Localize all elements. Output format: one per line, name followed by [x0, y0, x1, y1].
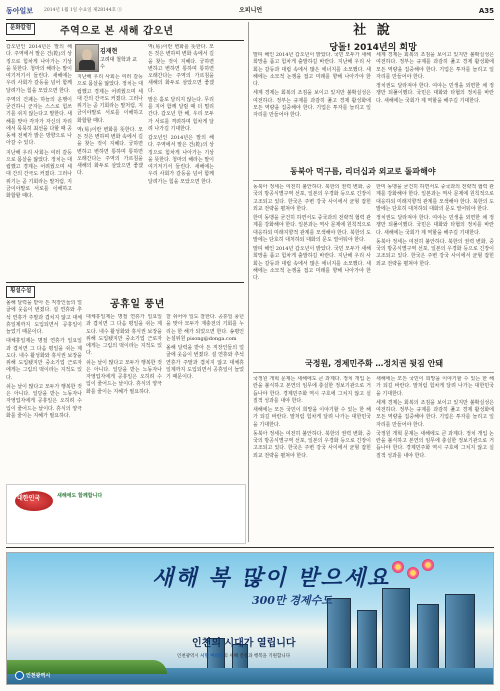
- ad-subline-post: 의 새해 건강과 행복을 기원합니다: [223, 654, 291, 659]
- flower-icon: [407, 567, 419, 579]
- column-tag: 문화칼럼: [6, 23, 35, 35]
- issue-date: 2014년 1월 1일 수요일 제28144호 ⓐ: [44, 8, 122, 13]
- editorial-subhead-1: 동북아 먹구름, 리더십과 외교로 돌파해야: [290, 167, 436, 176]
- paragraph: 정치권도 달라져야 한다. 여야는 민생을 외면한 채 정쟁만 되풀이했다. 국민은 대화와 타협의 정치를 바란다. 새해에는 국회가 제 역할을 해주길 기대한다.: [376, 215, 494, 236]
- editorial-header: [252, 22, 494, 55]
- editorial-text-col3: [253, 184, 371, 354]
- small-advertisement[interactable]: [6, 484, 246, 544]
- editorial-text-col1: [253, 52, 371, 162]
- author-name: 김재현: [100, 48, 118, 55]
- paragraph: 역(易)이란 변화를 뜻한다. 모든 것은 변하며 변화 속에서 길을 찾는 것이 지혜다. 궁하면 변하고 변하면 통하며 통하면 오래간다는 주역의 가르침을 새해의 화두로 삼았으면 좋겠다.: [77, 126, 143, 177]
- editorial-text-col2: [376, 52, 494, 162]
- paragraph: 말띠 해인 2014년 갑오년이 밝았다. 국민 모두가 새해 희망을 품고 힘차게 출발하길 바란다. 지난해 우리 사회는 갈등과 대립 속에서 많은 에너지를 소모했다. 새해에는 소모적 논쟁을 접고 미래를 향해 나아가야 한다.: [253, 52, 371, 87]
- paragraph: 국정원 개혁 문제는 새해에도 큰 과제다. 정치 개입 논란을 불식하고 본연의 임무에 충실한 정보기관으로 거듭나야 한다. 경제민주화 역시 구호에 그치지 않고 실질적 성과를 내야 한다.: [253, 376, 371, 404]
- paragraph: 세계 경제는 회복의 조짐을 보이고 있지만 불확실성은 여전하다. 정부는 규제를 과감히 풀고 경제 활성화에 모든 역량을 집중해야 한다. 기업은 투자를 늘리고 일자리를 만들어야 한다.: [376, 399, 494, 428]
- ad-brand-name: 인천광역시: [26, 672, 51, 679]
- paragraph: 한미 동맹을 굳건히 하면서도 중국과의 전략적 협력 관계를 강화해야 한다. 일본과는 역사 문제에 원칙적으로 대응하되 미래지향적 관계를 모색해야 한다. 북한의 도발에는 단호히 대처하되 대화의 문도 열어둬야 한다.: [376, 184, 494, 212]
- ad-tagline: 새해에도 함께합니다: [57, 493, 103, 499]
- paragraph: 세계 경제는 회복의 조짐을 보이고 있지만 불확실성은 여전하다. 정부는 규제를 과감히 풀고 경제 활성화에 모든 역량을 집중해야 한다. 기업은 투자를 늘리고 일자리를 만들어야 한다.: [376, 52, 494, 80]
- editorial-text-col4: [376, 184, 494, 354]
- column2-tag: 횡설수설: [6, 286, 35, 298]
- paragraph: 대체휴일제는 명절 연휴가 일요일과 겹치면 그 다음 평일을 쉬는 제도다. 내수 활성화와 휴식권 보장을 위해 도입됐지만 중소기업 근로자에게는 그림의 떡이라는 지적도 있다.: [86, 314, 162, 357]
- paragraph: 주역의 건괘는 하늘의 운행이 굳건하니 군자는 스스로 힘쓰기를 쉬지 않는다고 말한다. 새해를 맞아 각자가 자신의 자리에서 묵묵히 최선을 다할 때 공동체 전체가 밝은 방향으로 나아갈 수 있다.: [6, 96, 72, 147]
- paragraph: 정치권도 달라져야 한다. 여야는 민생을 외면한 채 정쟁만 되풀이했다. 국민은 대화와 타협의 정치를 바란다. 새해에는 국회가 제 역할을 해주길 기대한다.: [376, 83, 494, 104]
- paragraph: 잘 쉬어야 일도 잘한다. 공휴일 풍년을 맞아 모두가 재충전의 기회를 누리는 한 해가 되었으면 한다. 송평인 논설위원 pisong@donga.com: [166, 314, 244, 342]
- column-divider: [6, 40, 244, 41]
- ad-headline: 인천의 시대가 열립니다: [192, 638, 296, 649]
- column2-text-col2: [86, 314, 162, 478]
- editorial-subhead-2: 국정원, 경제민주화 …정치권 뒷짐 안돼: [305, 359, 444, 368]
- paragraph: 지난해 우리 사회는 여러 갈등으로 몸살을 앓았다. 정치는 대립했고 경제는 어려웠으며 세대 간의 간극도 커졌다. 그러나 위기는 곧 기회라는 말처럼, 지금이야말로 서로를 이해하고 화합할 때다.: [6, 149, 72, 199]
- masthead: [6, 5, 494, 20]
- ad-logo-text: 대한민국: [17, 495, 41, 502]
- author-byline: [100, 48, 140, 71]
- editorial-text-col6: [376, 376, 494, 542]
- ad-subline: [177, 654, 290, 661]
- paragraph: 동북아 정세는 여전히 불안하다. 북한의 권력 변화, 중국의 방공식별구역 선포, 일본의 우경화 등으로 긴장이 고조되고 있다. 한국은 주변 강국 사이에서 균형 잡힌 외교 전략을 펼쳐야 한다.: [253, 430, 371, 459]
- author-body: [79, 60, 95, 70]
- paragraph: 한미 동맹을 굳건히 하면서도 중국과의 전략적 협력 관계를 강화해야 한다. 일본과는 역사 문제에 원칙적으로 대응하되 미래지향적 관계를 모색해야 한다. 북한의 도발에는 단호히 대처하되 대화의 문도 열어둬야 한다.: [253, 215, 371, 243]
- ad-calligraphy-sub: 300만 경제수도: [252, 594, 332, 607]
- column-title: 주역으로 본 새해 갑오년: [60, 26, 174, 37]
- column2-text-col3: [166, 314, 244, 478]
- paragraph: 지난해 우리 사회는 여러 갈등으로 몸살을 앓았다. 정치는 대립했고 경제는 어려웠으며 세대 간의 간극도 커졌다. 그러나 위기는 곧 기회라는 말처럼, 지금이야말로 서로를 이해하고 화합할 때다.: [77, 74, 143, 124]
- page-number: A35: [478, 7, 494, 15]
- column-text-col1: [6, 44, 72, 276]
- paragraph: 갑오년인 2014년은 말의 해다. 주역에서 말은 건(乾)의 상징으로 힘차게 나아가는 기상을 뜻한다. 청마의 해라는 말이 여기저기서 들린다. 새해에는 우리 사회가 갈등을 넘어 함께 달려가는 힘을 모았으면 한다.: [148, 135, 214, 185]
- ad-calligraphy: 새해 복 많이 받으세요: [152, 565, 391, 591]
- paragraph: 새해에는 모든 국민이 희망을 이야기할 수 있는 한 해가 되길 바란다. 말처럼 힘차게 달려 나가는 대한민국을 기대한다.: [253, 407, 371, 428]
- paragraph: 새해에는 모든 국민이 희망을 이야기할 수 있는 한 해가 되길 바란다. 말처럼 힘차게 달려 나가는 대한민국을 기대한다.: [376, 376, 494, 397]
- building-icon: [357, 610, 377, 670]
- section-title: 오피니언: [239, 7, 263, 14]
- paragraph: 말은 홀로 달리지 않는다. 무리를 지어 함께 달릴 때 더 멀리 간다. 갑오년 한 해, 우리 모두가 서로를 격려하며 힘차게 달려 나가길 기대한다.: [148, 96, 214, 132]
- paragraph: 올해 달력을 받아 든 직장인들의 얼굴에 웃음이 번졌다. 설 연휴와 추석 연휴가 주말과 겹치지 않고 대체휴일제까지 도입되면서 공휴일이 늘었기 때문이다.: [6, 300, 82, 335]
- editorial-title: 당돌! 2014년의 희망: [329, 42, 417, 53]
- ad-subline-mid: 시민 여러분: [200, 654, 224, 659]
- column2-text-col1: [6, 300, 82, 478]
- building-icon: [417, 604, 439, 670]
- paragraph: 동북아 정세는 여전히 불안하다. 북한의 권력 변화, 중국의 방공식별구역 선포, 일본의 우경화 등으로 긴장이 고조되고 있다. 한국은 주변 강국 사이에서 균형 잡힌 외교 전략을 펼쳐야 한다.: [253, 184, 371, 212]
- editorial-text-col5: [253, 376, 371, 542]
- column-text-col2: [77, 74, 143, 276]
- paragraph: 쉬는 날이 많다고 모두가 행복한 것은 아니다. 일당을 받는 노동자나 자영업자에게 공휴일은 오히려 수입이 줄어드는 날이다. 휴식의 양극화를 줄이는 지혜가 필요하다.: [6, 383, 82, 419]
- subhead-divider: [253, 180, 494, 181]
- paragraph: 역(易)이란 변화를 뜻한다. 모든 것은 변하며 변화 속에서 길을 찾는 것이 지혜다. 궁하면 변하고 변하면 통하며 통하면 오래간다는 주역의 가르침을 새해의 화두로 삼았으면 좋겠다.: [148, 44, 214, 94]
- building-icon: [382, 588, 410, 670]
- column2-title: 공휴일 풍년: [110, 299, 165, 310]
- flower-icon: [392, 561, 404, 573]
- building-icon: [445, 594, 475, 670]
- flower-icon: [422, 559, 434, 571]
- paragraph: 말띠 해인 2014년 갑오년이 밝았다. 국민 모두가 새해 희망을 품고 힘차게 출발하길 바란다. 지난해 우리 사회는 갈등과 대립 속에서 많은 에너지를 소모했다. 새해에는 소모적 논쟁을 접고 미래를 향해 나아가야 한다.: [253, 246, 371, 281]
- page-column-divider: [248, 22, 249, 542]
- paragraph: 동북아 정세는 여전히 불안하다. 북한의 권력 변화, 중국의 방공식별구역 선포, 일본의 우경화 등으로 긴장이 고조되고 있다. 한국은 주변 강국 사이에서 균형 잡힌 외교 전략을 펼쳐야 한다.: [376, 238, 494, 267]
- incheon-advertisement[interactable]: [6, 552, 494, 685]
- column-text-col3: [148, 44, 214, 276]
- section-divider: [6, 282, 244, 283]
- author-title: 고려대 철학과 교수: [100, 56, 137, 70]
- paragraph: 쉬는 날이 많다고 모두가 행복한 것은 아니다. 일당을 받는 노동자나 자영업자에게 공휴일은 오히려 수입이 줄어드는 날이다. 휴식의 양극화를 줄이는 지혜가 필요하다.: [86, 359, 162, 395]
- subhead2-divider: [253, 372, 494, 373]
- ad-divider: [6, 547, 494, 548]
- paragraph: 세계 경제는 회복의 조짐을 보이고 있지만 불확실성은 여전하다. 정부는 규제를 과감히 풀고 경제 활성화에 모든 역량을 집중해야 한다. 기업은 투자를 늘리고 일자리를 만들어야 한다.: [253, 90, 371, 118]
- author-photo: [75, 44, 99, 72]
- column2-tag-box: [6, 286, 35, 298]
- brand-logo-icon: [15, 671, 24, 680]
- ad-subline-pre: 인천광역시: [177, 654, 201, 659]
- paragraph: 올해 달력을 받아 든 직장인들의 얼굴에 웃음이 번졌다. 설 연휴와 추석 연휴가 주말과 겹치지 않고 대체휴일제까지 도입되면서 공휴일이 늘었기 때문이다.: [166, 345, 244, 380]
- editorial-label: 社 說: [353, 23, 393, 38]
- newspaper-brand: 동아일보: [6, 7, 34, 15]
- ad-brand: [15, 671, 50, 680]
- paragraph: 갑오년인 2014년은 말의 해다. 주역에서 말은 건(乾)의 상징으로 힘차게 나아가는 기상을 뜻한다. 청마의 해라는 말이 여기저기서 들린다. 새해에는 우리 사회가 갈등을 넘어 함께 달려가는 힘을 모았으면 한다.: [6, 44, 72, 94]
- paragraph: 국정원 개혁 문제는 새해에도 큰 과제다. 정치 개입 논란을 불식하고 본연의 임무에 충실한 정보기관으로 거듭나야 한다. 경제민주화 역시 구호에 그치지 않고 실질적 성과를 내야 한다.: [376, 430, 494, 459]
- paragraph: 대체휴일제는 명절 연휴가 일요일과 겹치면 그 다음 평일을 쉬는 제도다. 내수 활성화와 휴식권 보장을 위해 도입됐지만 중소기업 근로자에게는 그림의 떡이라는 지적도 있다.: [6, 338, 82, 381]
- column-tag-box: [6, 23, 35, 35]
